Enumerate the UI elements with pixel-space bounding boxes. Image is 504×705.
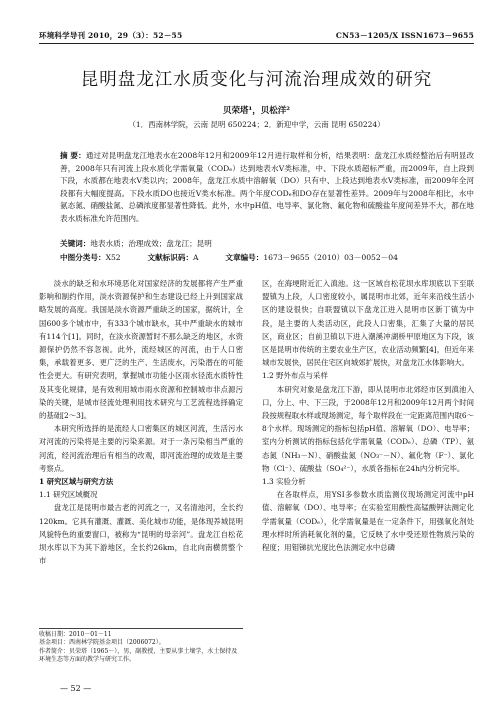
right-column: [262, 277, 474, 554]
subsection-heading-1-1: 1.1 研究区域概况: [39, 490, 98, 500]
classification-line: [60, 252, 474, 263]
author-bio: 作者简介：贝荣塔（1965－），男，副教授，主要从事土壤学、水土保持及环境生态等方面的教学与研究工作。: [39, 647, 238, 664]
intro-paragraph-2: 本研究所选择的是流经人口密集区的城区河流，生活污水对河流的污染将是主要的污染来源。对于一条污染相当严重的河流，经河流治理后有相当的改观，即河流治理的成效是主要考察点。: [39, 424, 243, 473]
running-header: [39, 30, 474, 42]
clc-label: 中图分类号：: [60, 253, 106, 262]
article-id-label: 文章编号：: [225, 253, 264, 262]
subsection-heading-1-3: 1.3 实验分析: [262, 477, 306, 487]
authors: 贝荣塔¹，贝松洋²: [223, 106, 290, 116]
received-date: 收稿日期：2010－01－11: [39, 631, 112, 638]
keywords-text: 地表水质；治理成效；盘龙江；昆明: [90, 239, 212, 248]
clc-value: X52: [105, 253, 121, 262]
paper-title: 昆明盘龙江水质变化与河流治理成效的研究: [80, 70, 433, 90]
footnote: [39, 628, 243, 665]
intro-paragraph-1: 淡水的缺乏和水环境恶化对国家经济的发展都将产生严重影响和制约作用，淡水资源保护和生态建设已经上升到国家战略发展的高度。我国是淡水资源严重缺乏的国家，据统计，全国600多个城市中，有333个城市缺水，其中严重缺水的城市有114个[1]。同时，在淡水资源暂时不那么缺乏的地区，水资源保护仍然不容忽视。此外，流经城区的河流，由于人口密集，承载着更多、更广泛的生产、生活废水，污染潜在的可能性会更大。有研究表明，掌握城市功能小区雨水径流水质特性及其变化规律，是有效利用城市雨水资源和控制城市非点源污染的关键，是城市径流处理利用技术研究与工艺流程选择确定的基础[2～3]。: [39, 279, 243, 421]
header-rule: [39, 43, 474, 44]
abstract-text: 通过对昆明盘龙江地表水在2008年12月和2009年12月进行取样和分析，结果表明：盘龙江水质经整治后有明显改善，2008年只有河流上段水质化学需氧量（CODₑ）达到地表水Ⅴ类标准，中、下段水质超标严重，而2009年，自上段到下段，水质都在地表水Ⅴ类以内；2008年，盘龙江水质中溶解氧（DO）只有中、上段达到地表水Ⅴ类标准，而2009年全河段都有大幅度提高。下段水质DO也接近Ⅴ类水标准。两个年度CODₑ和DO存在显著性差异。2009年与2008年相比，水中氨态氮、硝酸盐氮、总磷浓度都显著性降低。此外，水中pH值、电导率、氯化物、氟化物和硫酸盐年度间差异不大，都在地表水质标准允许范围内。: [60, 151, 474, 223]
study-area-paragraph: 盘龙江是昆明市最古老的河流之一，又名清池河，全长约120km。它具有灌溉、灌溉、美化城市功能，是体现养城昆明风貌特色的重要窗口，被称为“昆明的母亲河”。盘龙江自松花坝水库以下为其下游地区，全长约26km，自北向南横贯整个市: [39, 503, 243, 566]
affiliation: （1．西南林学院，云南 昆明 650224；2．新迎中学，云南 昆明 650224）: [128, 120, 385, 129]
doc-code-label: 文献标识码：: [147, 253, 194, 262]
keywords: [60, 238, 212, 249]
analysis-paragraph: 在各取样点，用YSI多参数水质监测仪现场测定河流中pH值、溶解氧（DO）、电导率；在实验室用酸性高锰酸钾法测定化学需氧量（CODₑ），化学需氧量是在一定条件下，用强氧化剂处理水样时所消耗氧化剂的量，它反映了水中受还原性物质污染的程度；用钼锑抗光度比色法测定水中总磷: [262, 490, 474, 553]
keywords-label: 关键词：: [60, 239, 91, 248]
abstract: [60, 150, 474, 226]
abstract-label: 摘 要：: [60, 151, 86, 160]
section-heading-1: 1 研究区域与研究方法: [39, 477, 114, 487]
subsection-heading-1-2: 1.2 野外布点与采样: [262, 371, 328, 381]
left-column: [39, 277, 243, 567]
study-area-continued: 区，在海埂附近汇入滇池。这一区域自松花坝水库坝底以下至联盟镇为上段，人口密度较小，属昆明市北郊，近年来沿线生活小区的建设很快；自联盟镇以下盘龙江进入昆明市区新丁镇为中段，是主要的人类活动区，此段人口密集，汇集了大量的居民区，商业区；自前卫镇以下进入潮溪冲湖桥甲原地区为下段，该区是昆明市传统的主要农业生产区，农业活动频繁[4]，但近年来城市发展快，居民住宅区向城郊扩展快，对盘龙江水体影响大。: [262, 279, 474, 368]
sampling-paragraph: 本研究对象是盘龙江下游，即从昆明市北郊经市区到滇池入口，分上、中、下三段，于2008年12月和2009年12月两个时间段按规程取水样或现场测定，每个取样段在一定距离范围内取6～8个水样。现场测定的指标包括pH值、溶解氧（DO）、电导率；室内分析测试的指标包括化学需氧量（CODₑ）、总磷（TP）、氨态氮（NH₃－N）、硝酸盐氮（NO₃⁻－N）、氟化物（F⁻）、氯化物（Cl⁻）、硫酸盐（SO₄²⁻），水质各指标在24h内分析完毕。: [262, 384, 474, 473]
article-id-value: 1673－9655（2010）03－0052－04: [263, 253, 398, 262]
fund-info: 基金项目：西南林学院基金项目（2006072）。: [39, 639, 165, 647]
doc-code-value: A: [193, 253, 199, 262]
journal-citation: 环境科学导刊 2010，29（3）：52－55: [39, 31, 183, 40]
page-number: — 52 —: [60, 684, 92, 693]
journal-issn: CN53－1205/X ISSN1673－9655: [335, 31, 474, 40]
